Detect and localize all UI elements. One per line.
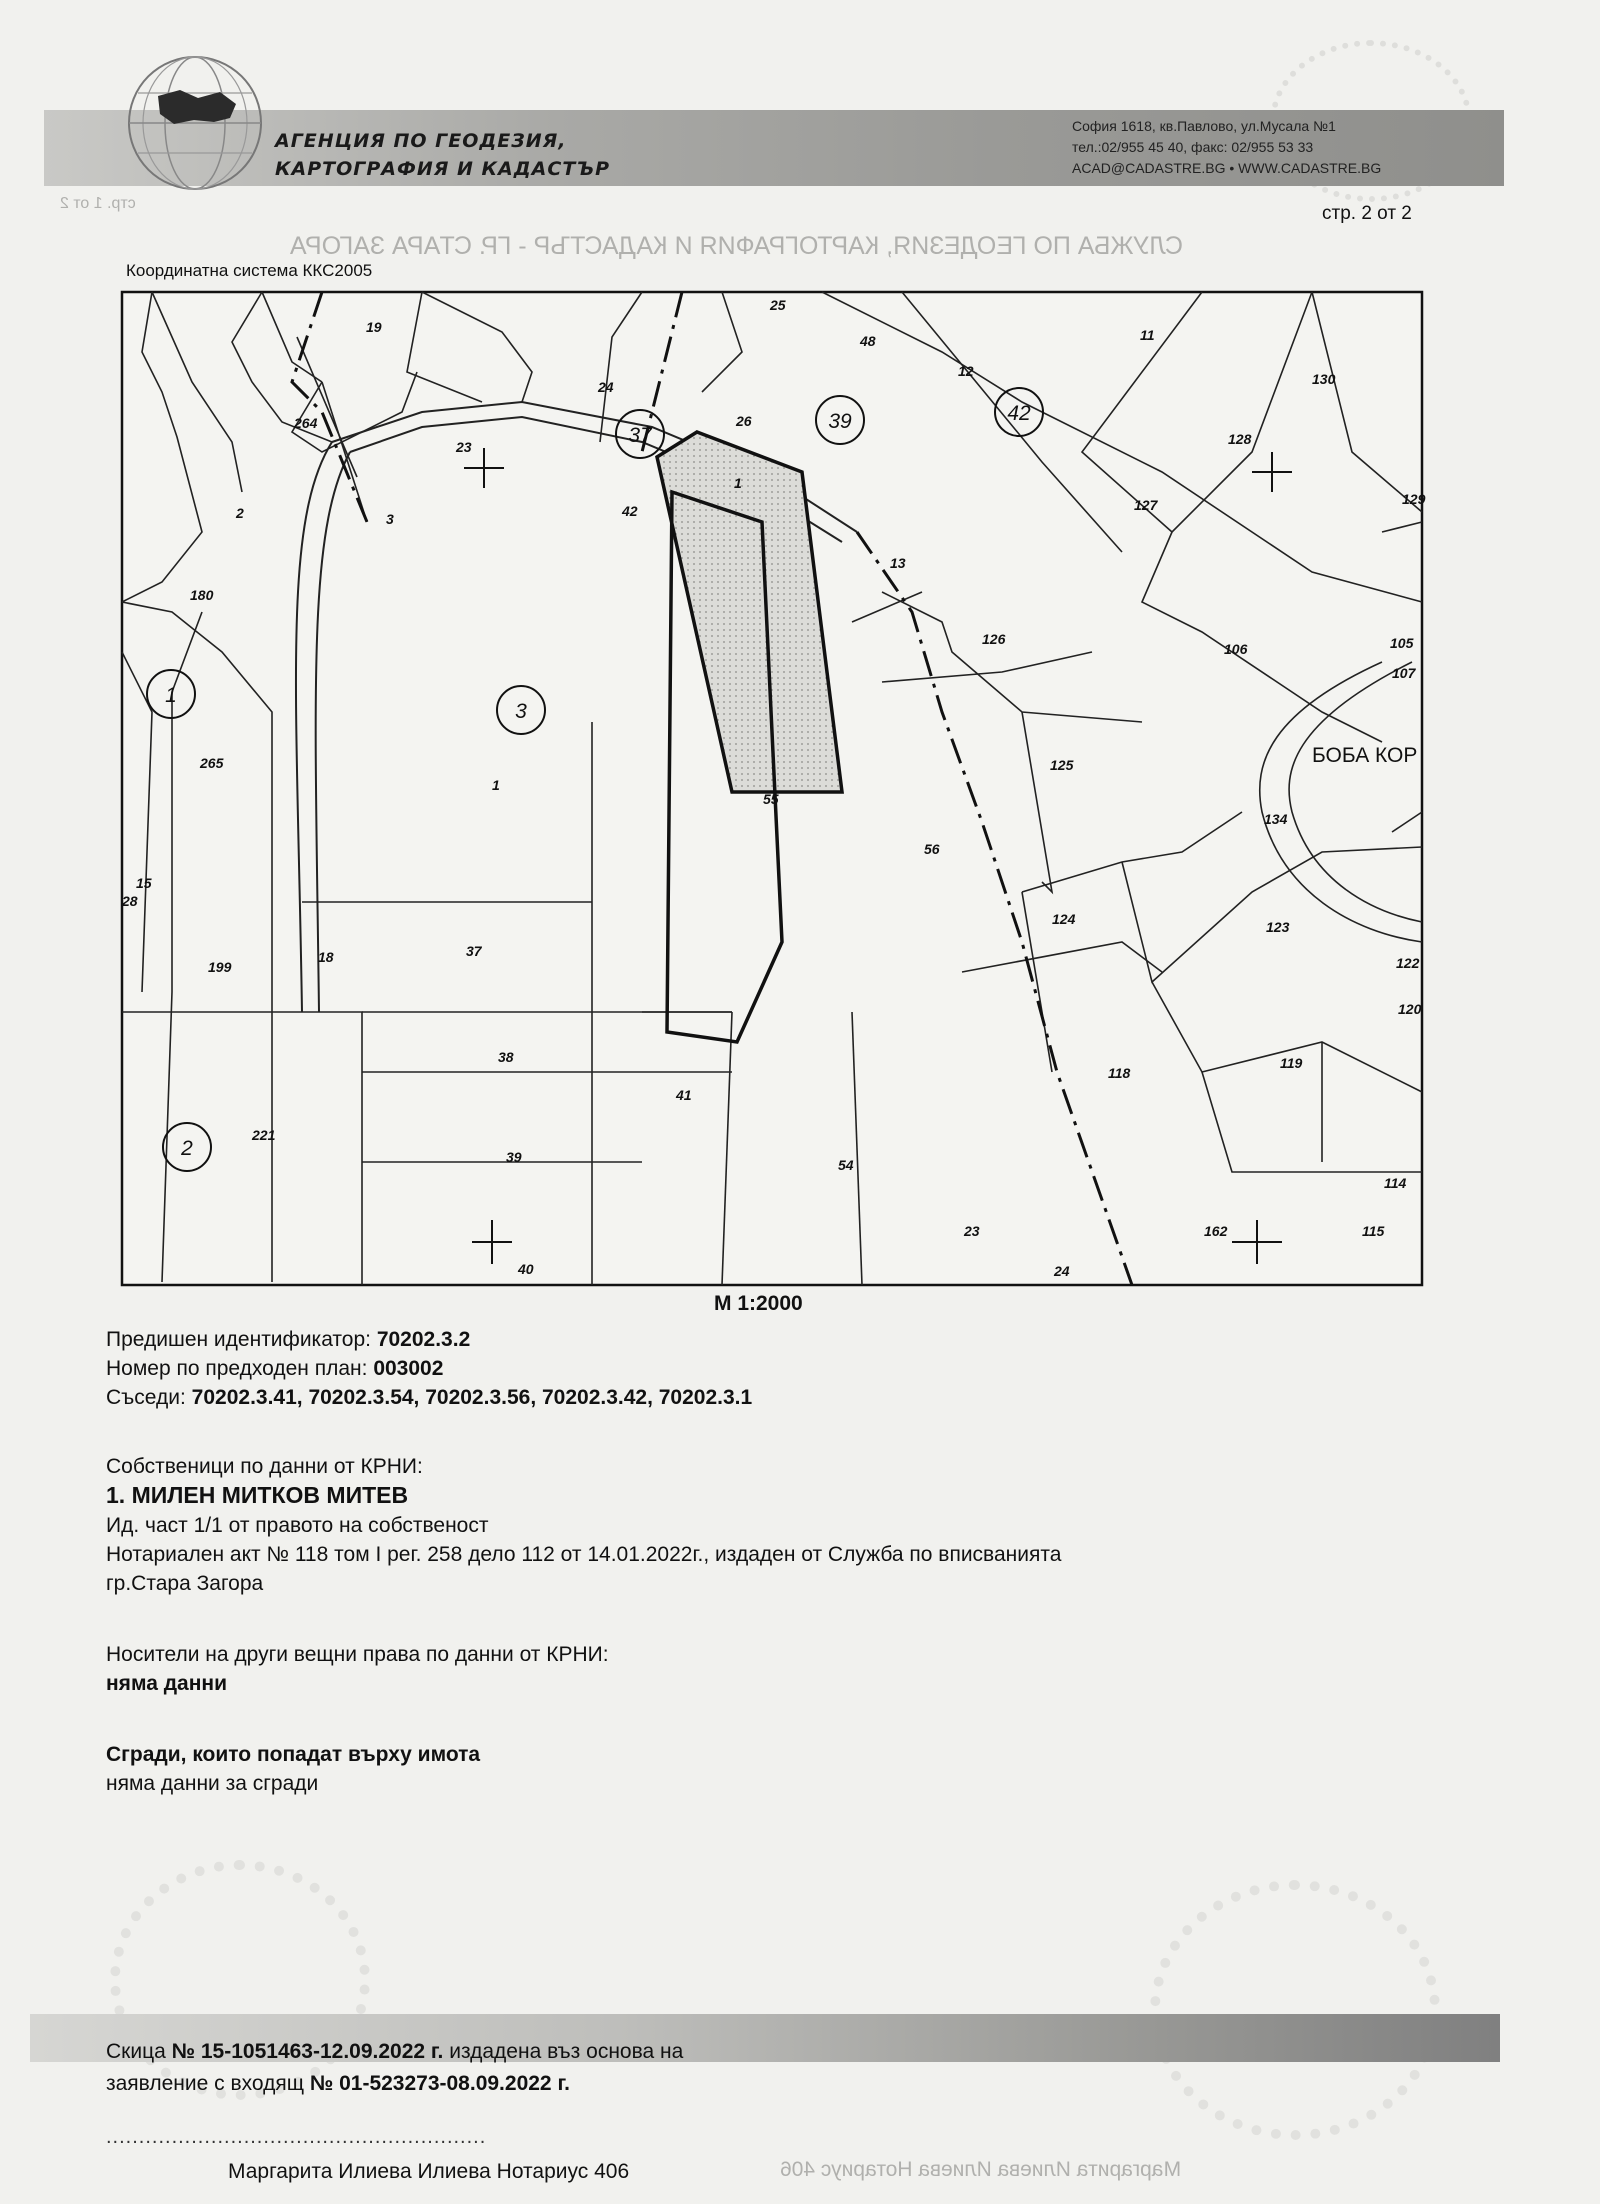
owner-name: 1. МИЛЕН МИТКОВ МИТЕВ	[106, 1482, 409, 1508]
cadastral-map	[122, 292, 1426, 1285]
parcel-label: 24	[598, 379, 614, 395]
parcel-label: 114	[1384, 1175, 1407, 1191]
parcel-label: 25	[770, 297, 786, 313]
parcel-label: 124	[1052, 911, 1076, 927]
parcel-label: 23	[456, 439, 472, 455]
quarter-label: 42	[1007, 402, 1031, 425]
parcel-label: 122	[1396, 955, 1420, 971]
parcel-label: 19	[366, 319, 382, 335]
parcel-label: 162	[1204, 1223, 1228, 1239]
parcel-label: 127	[1134, 497, 1158, 513]
previous-plan-number: Номер по предходен план: 003002	[106, 1357, 444, 1380]
application-number: № 01-523273-08.09.2022 г.	[309, 2072, 570, 2095]
parcel-label: 105	[1390, 635, 1414, 651]
parcel-label: 55	[763, 791, 779, 807]
parcel-label: 115	[1362, 1223, 1385, 1239]
faded-stamp-bottom-left	[110, 1860, 370, 2100]
parcel-label: 42	[622, 503, 638, 519]
parcel-label: 106	[1224, 641, 1248, 657]
parcel-label: 1	[734, 475, 742, 491]
street-label: БОБА КОР	[1312, 744, 1418, 767]
application-line: заявление с входящ № 01-523273-08.09.2022 г.	[106, 2072, 570, 2095]
notarial-city: гр.Стара Загора	[106, 1572, 264, 1595]
agency-logo-globe	[120, 48, 270, 198]
parcel-label: 38	[498, 1049, 514, 1065]
owners-title: Собственици по данни от КРНИ:	[106, 1455, 423, 1478]
map-scale: М 1:2000	[714, 1292, 803, 1315]
other-rights-title: Носители на други вещни права по данни от КРНИ:	[106, 1643, 609, 1666]
parcel-label: 48	[860, 333, 876, 349]
bleed-page-number: стр. 1 от 2	[60, 195, 136, 212]
parcel-label: 2	[236, 505, 244, 521]
previous-identifier-value: 70202.3.2	[376, 1328, 471, 1351]
parcel-label: 54	[838, 1157, 854, 1173]
quarter-label: 37	[628, 424, 652, 447]
buildings-value: няма данни за сгради	[106, 1772, 319, 1795]
owner-share: Ид. част 1/1 от правото на собственост	[106, 1514, 489, 1537]
quarter-label: 39	[828, 410, 852, 433]
parcel-label: 18	[318, 949, 334, 965]
parcel-label: 264	[294, 415, 318, 431]
parcel-label: 107	[1392, 665, 1416, 681]
parcel-label: 180	[190, 587, 214, 603]
page-number: стр. 2 от 2	[1322, 203, 1412, 224]
parcel-label: 221	[252, 1127, 276, 1143]
parcel-label: 23	[964, 1223, 980, 1239]
parcel-label: 40	[518, 1261, 534, 1277]
bleed-title: СЛУЖБА ПО ГЕОДЕЗИЯ, КАРТОГРАФИЯ И КАДАСТЪР - ГР. СТАРА ЗАГОРА	[290, 232, 1183, 260]
header-address: София 1618, кв.Павлово, ул.Мусала №1	[1072, 118, 1336, 134]
parcel-label: 12	[958, 363, 974, 379]
parcel-label: 1	[492, 777, 500, 793]
parcel-label: 28	[122, 893, 138, 909]
parcel-label: 37	[466, 943, 482, 959]
parcel-label: 13	[890, 555, 906, 571]
parcel-label: 3	[386, 511, 394, 527]
parcel-label: 11	[1140, 327, 1155, 343]
parcel-label: 24	[1054, 1263, 1070, 1279]
coordinate-system: Координатна система ККС2005	[126, 261, 373, 280]
parcel-label: 56	[924, 841, 940, 857]
parcel-label: 39	[506, 1149, 522, 1165]
agency-name-line1: АГЕНЦИЯ ПО ГЕОДЕЗИЯ,	[275, 130, 567, 152]
quarter-label: 2	[181, 1137, 193, 1160]
neighbors-value: 70202.3.41, 70202.3.54, 70202.3.56, 70202.3.42, 70202.3.1	[191, 1386, 753, 1409]
notary-name: Маргарита Илиева Илиева Нотариус 406	[228, 2160, 630, 2183]
parcel-label: 265	[200, 755, 224, 771]
parcel-label: 123	[1266, 919, 1290, 935]
faded-stamp-bottom-right	[1150, 1880, 1440, 2140]
parcel-label: 128	[1228, 431, 1252, 447]
neighbors: Съседи: 70202.3.41, 70202.3.54, 70202.3.56, 70202.3.42, 70202.3.1	[106, 1386, 753, 1409]
agency-name-line2: КАРТОГРАФИЯ И КАДАСТЪР	[275, 158, 611, 180]
parcel-label: 199	[208, 959, 232, 975]
parcel-label: 119	[1280, 1055, 1303, 1071]
parcel-label: 26	[736, 413, 752, 429]
parcel-label: 41	[676, 1087, 692, 1103]
parcel-label: 134	[1264, 811, 1288, 827]
header-email-web: ACAD@CADASTRE.BG • WWW.CADASTRE.BG	[1072, 160, 1382, 176]
quarter-label: 3	[515, 700, 527, 723]
previous-identifier: Предишен идентификатор: 70202.3.2	[106, 1328, 471, 1351]
bleed-notary: Маргарита Илиева Илиева Нотариус 406	[780, 2158, 1182, 2181]
parcel-label: 120	[1398, 1001, 1422, 1017]
other-rights-value: няма данни	[106, 1672, 227, 1695]
notarial-act: Нотариален акт № 118 том I рег. 258 дело 112 от 14.01.2022г., издаден от Служба по вписванията	[106, 1543, 1062, 1566]
parcel-label: 15	[136, 875, 152, 891]
parcel-label: 129	[1402, 491, 1426, 507]
parcel-label: 130	[1312, 371, 1336, 387]
quarter-label: 1	[165, 684, 177, 707]
signature-line: ..........................................................	[106, 2126, 487, 2148]
parcel-label: 125	[1050, 757, 1074, 773]
parcel-label: 126	[982, 631, 1006, 647]
header-phone: тел.:02/955 45 40, факс: 02/955 53 33	[1072, 139, 1314, 155]
sketch-number-line: Скица № 15-1051463-12.09.2022 г. издадена въз основа на	[106, 2040, 684, 2063]
sketch-number: № 15-1051463-12.09.2022 г.	[171, 2040, 444, 2063]
previous-plan-number-value: 003002	[373, 1357, 444, 1380]
parcel-label: 118	[1108, 1065, 1131, 1081]
buildings-title: Сгради, които попадат върху имота	[106, 1743, 481, 1766]
